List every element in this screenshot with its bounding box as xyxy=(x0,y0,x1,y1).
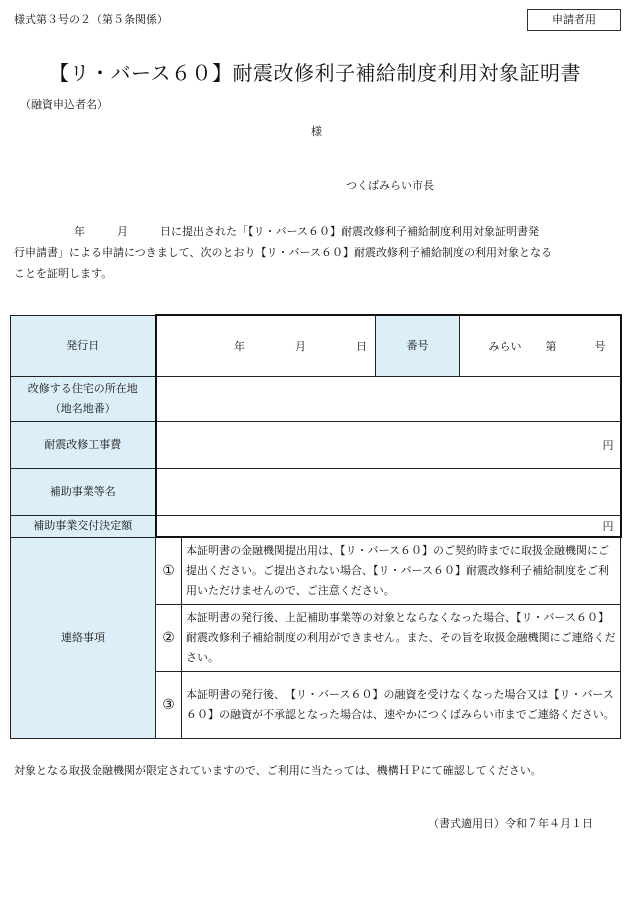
project-field[interactable] xyxy=(156,469,621,516)
note-number-3: ③ xyxy=(156,672,182,739)
number-label: 番号 xyxy=(376,315,460,377)
body-year: 年 xyxy=(74,225,85,238)
cost-row xyxy=(11,422,621,469)
address-field[interactable] xyxy=(156,377,621,422)
number-prefix: みらい xyxy=(488,340,522,353)
address-label-line-2: （地名地番） xyxy=(49,402,116,415)
note-row-1 xyxy=(11,537,621,605)
note-number-1: ① xyxy=(156,537,182,605)
footnote: 対象となる取扱金融機関が限定されていますので、ご利用に当たっては、機構ＨＰにて確認してください。 xyxy=(14,764,542,777)
number-field[interactable] xyxy=(460,315,621,377)
body-line1-rest: 日に提出された「【リ・バース６０】耐震改修利子補給制度利用対象証明書発 xyxy=(160,225,539,238)
applicant-name-label: （融資申込者名） xyxy=(20,98,108,111)
honorific: 様 xyxy=(311,125,322,138)
certification-text xyxy=(14,221,620,284)
number-go: 号 xyxy=(594,340,606,353)
issue-date-field[interactable] xyxy=(156,315,376,377)
project-label: 補助事業等名 xyxy=(11,469,156,516)
issue-date-row xyxy=(11,315,621,377)
cost-field[interactable]: 円 xyxy=(156,422,621,469)
note-text-1: 本証明書の金融機関提出用は、【リ・バース６０】のご契約時までに取扱金融機関にご提出ください。ご提出されない場合、【リ・バース６０】耐震改修利子補給制度をご利用いただけませんので、ご注意ください。 xyxy=(182,537,621,605)
form-number: 様式第３号の２（第５条関係） xyxy=(14,13,168,26)
address-row xyxy=(11,377,621,422)
applicant-copy-badge: 申請者用 xyxy=(527,9,621,31)
project-row xyxy=(11,469,621,516)
address-label xyxy=(11,377,156,422)
number-dai: 第 xyxy=(545,340,557,353)
note-text-3: 本証明書の発行後、 【リ・バース６０】の融資を受けなくなった場合又は【リ・バース６０】の融資が不承認となった場合は、速やかにつくばみらい市までご連絡ください。 xyxy=(182,672,621,739)
issuer-name: つくばみらい市長 xyxy=(346,179,434,192)
certificate-table xyxy=(10,314,622,739)
date-month: 月 xyxy=(295,340,306,353)
body-line-1 xyxy=(14,221,620,242)
body-month: 月 xyxy=(117,225,128,238)
applied-date: （書式適用日）令和７年４月１日 xyxy=(428,817,593,830)
body-line-3: ことを証明します。 xyxy=(14,267,113,280)
date-year: 年 xyxy=(234,340,245,353)
body-line-2: 行申請書」による申請につきまして、次のとおり【リ・バース６０】耐震改修利子補給制度の利用対象となる xyxy=(14,246,553,259)
page-title: 【リ・バース６０】耐震改修利子補給制度利用対象証明書 xyxy=(49,61,581,85)
note-text-2: 本証明書の発行後、上記補助事業等の対象とならなくなった場合、【リ・バース６０】耐震改修利子補給制度の利用ができません。また、その旨を取扱金融機関にご連絡ください。 xyxy=(182,605,621,672)
grant-field[interactable]: 円 xyxy=(156,516,621,538)
issue-date-label: 発行日 xyxy=(11,315,156,377)
address-label-line-1: 改修する住宅の所在地 xyxy=(27,382,138,395)
cost-label: 耐震改修工事費 xyxy=(11,422,156,469)
notes-label: 連絡事項 xyxy=(11,537,156,739)
note-number-2: ② xyxy=(156,605,182,672)
grant-label: 補助事業交付決定額 xyxy=(11,516,156,538)
date-day: 日 xyxy=(356,340,367,353)
grant-row xyxy=(11,516,621,538)
